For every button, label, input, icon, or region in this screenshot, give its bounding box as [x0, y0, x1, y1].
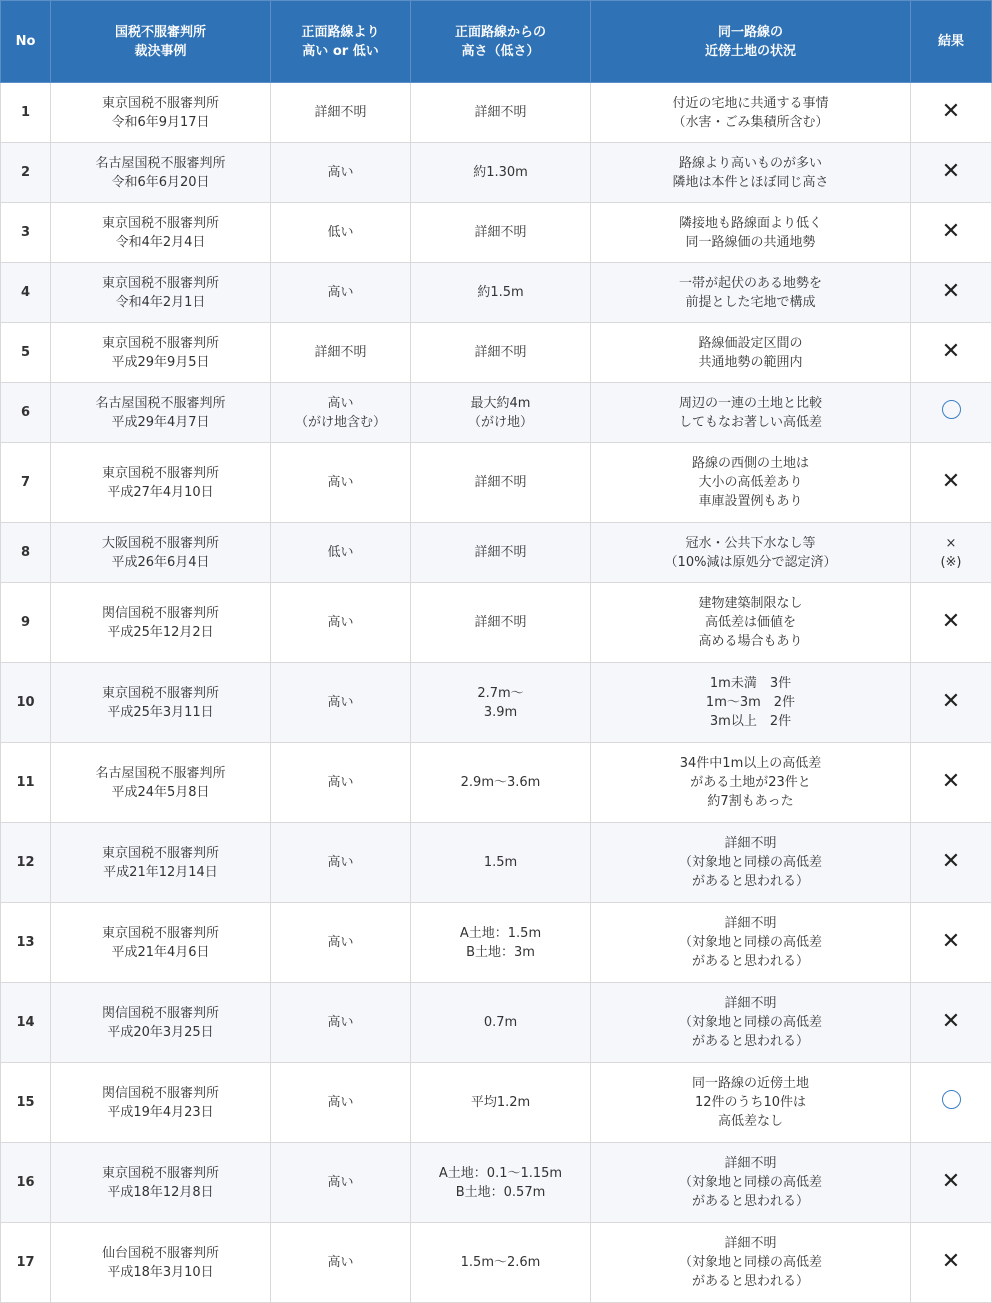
- tribunal-cell: 東京国税不服審判所 平成29年9月5日: [51, 323, 271, 383]
- tribunal-cell: 大阪国税不服審判所 平成26年6月4日: [51, 523, 271, 583]
- nearby-cell: 冠水・公共下水なし等 （10%減は原処分で認定済）: [591, 523, 911, 583]
- height-cell: 詳細不明: [411, 83, 591, 143]
- nearby-cell: 詳細不明 （対象地と同様の高低差 があると思われる）: [591, 983, 911, 1063]
- row-number: 4: [1, 263, 51, 323]
- tribunal-cell: 関信国税不服審判所 平成20年3月25日: [51, 983, 271, 1063]
- header-height-relation: 正面路線より 高い or 低い: [271, 1, 411, 83]
- tribunal-cell: 東京国税不服審判所 令和4年2月4日: [51, 203, 271, 263]
- height-cell: 0.7m: [411, 983, 591, 1063]
- result-cell: [911, 583, 992, 663]
- result-cell: [911, 1223, 992, 1303]
- height-cell: 1.5m～2.6m: [411, 1223, 591, 1303]
- height-cell: 2.7m～ 3.9m: [411, 663, 591, 743]
- row-number: 15: [1, 1063, 51, 1143]
- cross-icon: ✕: [941, 219, 961, 244]
- table-body: [1, 83, 992, 1303]
- result-cell: [911, 143, 992, 203]
- row-number: 13: [1, 903, 51, 983]
- tribunal-cell: 名古屋国税不服審判所 平成29年4月7日: [51, 383, 271, 443]
- table-row: [1, 523, 992, 583]
- header-row: [1, 1, 992, 83]
- header-nearby: 同一路線の 近傍土地の状況: [591, 1, 911, 83]
- relation-cell: 高い: [271, 583, 411, 663]
- cross-icon: ✕: [941, 929, 961, 954]
- table-row: [1, 1143, 992, 1223]
- tribunal-cell: 名古屋国税不服審判所 令和6年6月20日: [51, 143, 271, 203]
- height-cell: 約1.5m: [411, 263, 591, 323]
- cross-icon: ✕: [941, 159, 961, 184]
- relation-cell: 詳細不明: [271, 83, 411, 143]
- height-cell: 詳細不明: [411, 203, 591, 263]
- nearby-cell: 同一路線の近傍土地 12件のうち10件は 高低差なし: [591, 1063, 911, 1143]
- result-cell: [911, 443, 992, 523]
- relation-cell: 高い: [271, 143, 411, 203]
- nearby-cell: 周辺の一連の土地と比較 してもなお著しい高低差: [591, 383, 911, 443]
- relation-cell: 高い: [271, 1223, 411, 1303]
- cross-icon: ✕: [941, 769, 961, 794]
- row-number: 17: [1, 1223, 51, 1303]
- height-cell: 詳細不明: [411, 583, 591, 663]
- row-number: 5: [1, 323, 51, 383]
- tribunal-cell: 名古屋国税不服審判所 平成24年5月8日: [51, 743, 271, 823]
- row-number: 9: [1, 583, 51, 663]
- height-cell: 約1.30m: [411, 143, 591, 203]
- cross-icon: ✕: [941, 1169, 961, 1194]
- relation-cell: 高い: [271, 983, 411, 1063]
- tribunal-cell: 東京国税不服審判所 平成18年12月8日: [51, 1143, 271, 1223]
- height-cell: 1.5m: [411, 823, 591, 903]
- table-row: [1, 83, 992, 143]
- row-number: 6: [1, 383, 51, 443]
- row-number: 8: [1, 523, 51, 583]
- cross-icon: ✕: [941, 469, 961, 494]
- table-row: [1, 583, 992, 663]
- cross-icon: ✕: [941, 849, 961, 874]
- row-number: 14: [1, 983, 51, 1063]
- result-cell: [911, 263, 992, 323]
- row-number: 11: [1, 743, 51, 823]
- row-number: 3: [1, 203, 51, 263]
- result-cell: [911, 823, 992, 903]
- row-number: 1: [1, 83, 51, 143]
- row-number: 7: [1, 443, 51, 523]
- table-row: [1, 1223, 992, 1303]
- cross-icon: ✕: [941, 339, 961, 364]
- nearby-cell: 詳細不明 （対象地と同様の高低差 があると思われる）: [591, 1143, 911, 1223]
- result-cell: [911, 903, 992, 983]
- result-cell: [911, 1143, 992, 1223]
- height-cell: 詳細不明: [411, 443, 591, 523]
- cross-icon: ✕: [941, 99, 961, 124]
- row-number: 10: [1, 663, 51, 743]
- nearby-cell: 付近の宅地に共通する事情 （水害・ごみ集積所含む）: [591, 83, 911, 143]
- relation-cell: 高い （がけ地含む）: [271, 383, 411, 443]
- circle-icon: [942, 1090, 961, 1109]
- table-row: [1, 443, 992, 523]
- cross-icon: ✕: [941, 689, 961, 714]
- table-row: [1, 1063, 992, 1143]
- tribunal-cell: 東京国税不服審判所 平成25年3月11日: [51, 663, 271, 743]
- result-cell: [911, 383, 992, 443]
- relation-cell: 高い: [271, 443, 411, 523]
- tribunal-cell: 東京国税不服審判所 平成27年4月10日: [51, 443, 271, 523]
- cross-icon: ✕: [941, 609, 961, 634]
- header-tribunal: 国税不服審判所 裁決事例: [51, 1, 271, 83]
- table-row: [1, 903, 992, 983]
- tribunal-cell: 東京国税不服審判所 令和4年2月1日: [51, 263, 271, 323]
- table-row: [1, 823, 992, 903]
- row-number: 16: [1, 1143, 51, 1223]
- relation-cell: 高い: [271, 1143, 411, 1223]
- tribunal-cell: 仙台国税不服審判所 平成18年3月10日: [51, 1223, 271, 1303]
- table-row: [1, 203, 992, 263]
- result-cell: [911, 743, 992, 823]
- cross-icon: ✕: [941, 279, 961, 304]
- header-result: 結果: [911, 1, 992, 83]
- nearby-cell: 路線価設定区間の 共通地勢の範囲内: [591, 323, 911, 383]
- result-cell: [911, 663, 992, 743]
- relation-cell: 高い: [271, 663, 411, 743]
- nearby-cell: 路線より高いものが多い 隣地は本件とほぼ同じ高さ: [591, 143, 911, 203]
- cross-icon: ✕: [941, 1009, 961, 1034]
- result-text: × (※): [940, 535, 962, 570]
- relation-cell: 高い: [271, 263, 411, 323]
- relation-cell: 高い: [271, 823, 411, 903]
- header-height-value: 正面路線からの 高さ（低さ）: [411, 1, 591, 83]
- nearby-cell: 路線の西側の土地は 大小の高低差あり 車庫設置例もあり: [591, 443, 911, 523]
- nearby-cell: 詳細不明 （対象地と同様の高低差 があると思われる）: [591, 903, 911, 983]
- table-row: [1, 323, 992, 383]
- relation-cell: 高い: [271, 1063, 411, 1143]
- tribunal-cell: 東京国税不服審判所 平成21年4月6日: [51, 903, 271, 983]
- relation-cell: 詳細不明: [271, 323, 411, 383]
- relation-cell: 低い: [271, 523, 411, 583]
- circle-icon: [942, 400, 961, 419]
- tribunal-cell: 関信国税不服審判所 平成25年12月2日: [51, 583, 271, 663]
- result-cell: [911, 1063, 992, 1143]
- nearby-cell: 隣接地も路線面より低く 同一路線価の共通地勢: [591, 203, 911, 263]
- relation-cell: 高い: [271, 743, 411, 823]
- row-number: 12: [1, 823, 51, 903]
- tribunal-cell: 東京国税不服審判所 令和6年9月17日: [51, 83, 271, 143]
- table-row: [1, 743, 992, 823]
- result-cell: [911, 83, 992, 143]
- relation-cell: 低い: [271, 203, 411, 263]
- table-row: [1, 263, 992, 323]
- nearby-cell: 1m未満 3件 1m～3m 2件 3m以上 2件: [591, 663, 911, 743]
- height-cell: A土地：1.5m B土地：3m: [411, 903, 591, 983]
- height-cell: A土地：0.1～1.15m B土地：0.57m: [411, 1143, 591, 1223]
- result-cell: [911, 523, 992, 583]
- tribunal-cell: 関信国税不服審判所 平成19年4月23日: [51, 1063, 271, 1143]
- nearby-cell: 詳細不明 （対象地と同様の高低差 があると思われる）: [591, 823, 911, 903]
- cross-icon: ✕: [941, 1249, 961, 1274]
- tribunal-cell: 東京国税不服審判所 平成21年12月14日: [51, 823, 271, 903]
- table-row: [1, 143, 992, 203]
- row-number: 2: [1, 143, 51, 203]
- table-row: [1, 663, 992, 743]
- result-cell: [911, 203, 992, 263]
- height-cell: 詳細不明: [411, 523, 591, 583]
- nearby-cell: 34件中1m以上の高低差 がある土地が23件と 約7割もあった: [591, 743, 911, 823]
- height-cell: 2.9m～3.6m: [411, 743, 591, 823]
- result-cell: [911, 323, 992, 383]
- height-cell: 平均1.2m: [411, 1063, 591, 1143]
- table-row: [1, 983, 992, 1063]
- nearby-cell: 建物建築制限なし 高低差は価値を 高める場合もあり: [591, 583, 911, 663]
- relation-cell: 高い: [271, 903, 411, 983]
- height-cell: 最大約4m （がけ地）: [411, 383, 591, 443]
- header-no: No: [1, 1, 51, 83]
- result-cell: [911, 983, 992, 1063]
- nearby-cell: 詳細不明 （対象地と同様の高低差 があると思われる）: [591, 1223, 911, 1303]
- nearby-cell: 一帯が起伏のある地勢を 前提とした宅地で構成: [591, 263, 911, 323]
- height-cell: 詳細不明: [411, 323, 591, 383]
- table-row: [1, 383, 992, 443]
